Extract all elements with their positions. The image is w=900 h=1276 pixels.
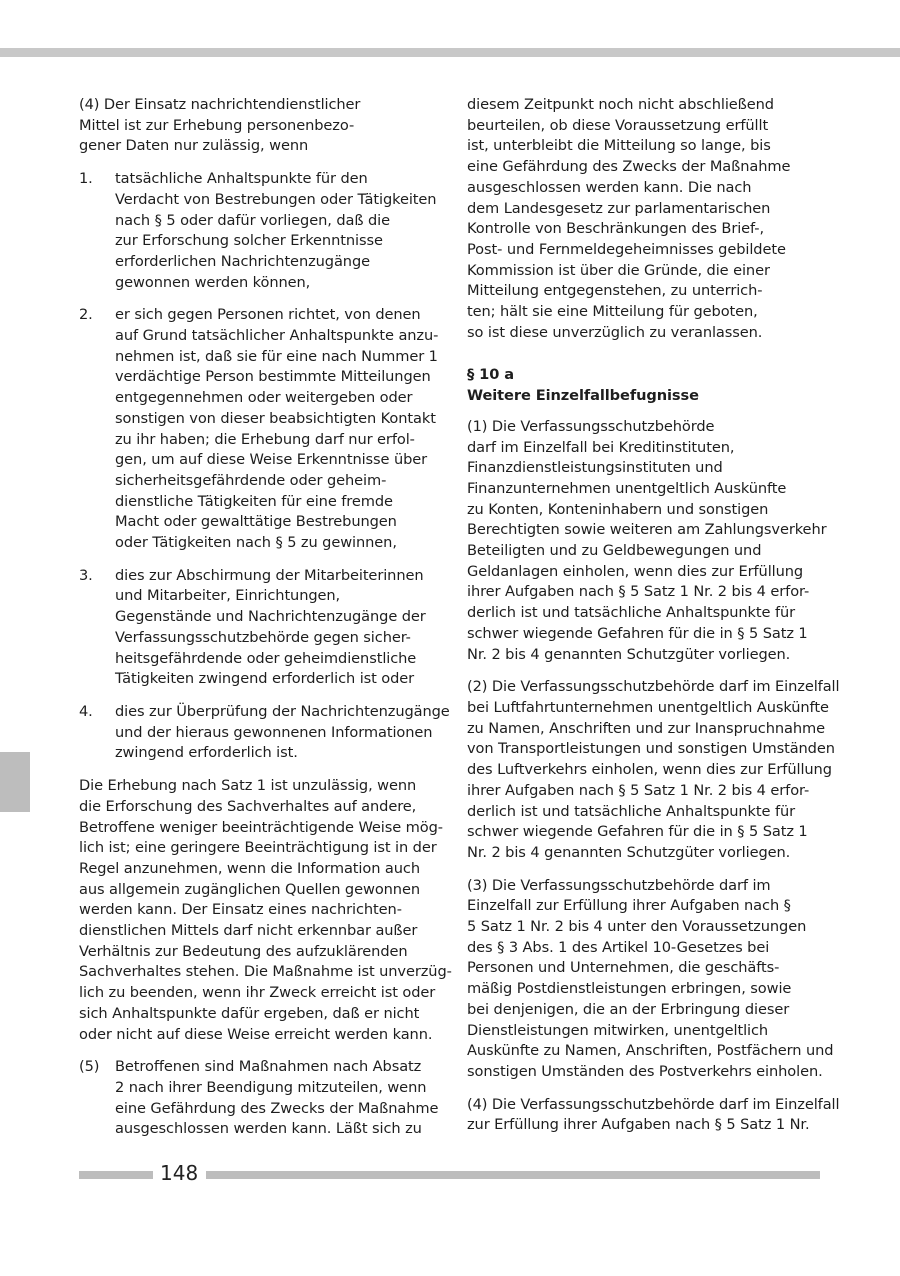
text-line: Die Erhebung nach Satz 1 ist unzulässig, wenn bbox=[79, 777, 417, 795]
text-line: werden kann. Der Einsatz eines nachrichten- bbox=[79, 901, 402, 919]
text-line: Macht oder gewalttätige Bestrebungen bbox=[115, 513, 397, 531]
text-line: (2) Die Verfassungsschutzbehörde darf im Einzelfall bbox=[467, 678, 840, 696]
text-line: sonstigen Umständen des Postverkehrs einholen. bbox=[467, 1062, 823, 1080]
text-line: zur Erforschung solcher Erkenntnisse bbox=[115, 232, 383, 250]
text-line: ihrer Aufgaben nach § 5 Satz 1 Nr. 2 bis 4 erfor- bbox=[467, 781, 810, 799]
text-line: gener Daten nur zulässig, wenn bbox=[79, 137, 309, 155]
page-number: 148 bbox=[160, 1161, 199, 1185]
text-line: heitsgefährdende oder geheimdienstliche bbox=[115, 649, 417, 667]
text-line: dies zur Überprüfung der Nachrichtenzugänge bbox=[115, 702, 450, 720]
text-line: Geldanlagen einholen, wenn dies zur Erfüllung bbox=[467, 562, 804, 580]
text-line: lich zu beenden, wenn ihr Zweck erreicht ist oder bbox=[79, 984, 436, 1002]
right-column bbox=[467, 95, 840, 1148]
text-line: Betroffenen sind Maßnahmen nach Absatz bbox=[115, 1058, 422, 1076]
text-line: eine Gefährdung des Zwecks der Maßnahme bbox=[467, 158, 791, 176]
section-heading bbox=[467, 365, 827, 406]
text-line: ausgeschlossen werden kann. Läßt sich zu bbox=[115, 1120, 422, 1138]
section-number: § 10 a bbox=[467, 366, 515, 384]
text-line: so ist diese unverzüglich zu veranlassen. bbox=[467, 323, 763, 341]
text-line: aus allgemein zugänglichen Quellen gewonnen bbox=[79, 880, 420, 898]
text-line: Verfassungsschutzbehörde gegen sicher- bbox=[115, 628, 411, 646]
text-line: (3) Die Verfassungsschutzbehörde darf im bbox=[467, 876, 771, 894]
text-line: 5 Satz 1 Nr. 2 bis 4 unter den Voraussetzungen bbox=[467, 918, 807, 936]
list-item-4 bbox=[79, 702, 450, 764]
text-line: mäßig Postdienstleistungen erbringen, sowie bbox=[467, 980, 792, 998]
text-line: ausgeschlossen werden kann. Die nach bbox=[467, 178, 752, 196]
list-item-2 bbox=[79, 305, 439, 553]
list-number: 4. bbox=[79, 702, 93, 720]
text-line: nehmen ist, daß sie für eine nach Nummer 1 bbox=[115, 347, 438, 365]
text-line: und der hieraus gewonnenen Informationen bbox=[115, 723, 433, 741]
paragraph-10a-3 bbox=[467, 876, 834, 1083]
text-line: tatsächliche Anhaltspunkte für den bbox=[115, 170, 368, 188]
text-line: gewonnen werden können, bbox=[115, 273, 311, 291]
text-line: eine Gefährdung des Zwecks der Maßnahme bbox=[115, 1099, 439, 1117]
text-line: er sich gegen Personen richtet, von denen bbox=[115, 306, 421, 324]
text-line: dienstliche Tätigkeiten für eine fremde bbox=[115, 492, 393, 510]
text-line: ihrer Aufgaben nach § 5 Satz 1 Nr. 2 bis 4 erfor- bbox=[467, 583, 810, 601]
text-line: zwingend erforderlich ist. bbox=[115, 744, 298, 762]
text-line: (4) Der Einsatz nachrichtendienstlicher bbox=[79, 96, 361, 113]
text-line: Post- und Fernmeldegeheimnisses gebildete bbox=[467, 240, 786, 258]
text-line: Personen und Unternehmen, die geschäfts- bbox=[467, 959, 780, 977]
list-item-3 bbox=[79, 566, 435, 690]
text-line: Auskünfte zu Namen, Anschriften, Postfächern und bbox=[467, 1042, 834, 1060]
text-line: 2 nach ihrer Beendigung mitzuteilen, wenn bbox=[115, 1078, 427, 1096]
text-line: die Erforschung des Sachverhaltes auf andere, bbox=[79, 797, 417, 815]
text-line: Sachverhaltes stehen. Die Maßnahme ist unverzüg- bbox=[79, 963, 452, 981]
text-line: Kommission ist über die Gründe, die einer bbox=[467, 261, 770, 279]
text-line: Verhältnis zur Bedeutung des aufzuklärenden bbox=[79, 942, 408, 960]
text-line: lich ist; eine geringere Beeinträchtigung ist in der bbox=[79, 839, 437, 857]
list-number: 1. bbox=[79, 170, 93, 188]
list-text bbox=[115, 702, 450, 764]
text-line: sicherheitsgefährdende oder geheim- bbox=[115, 471, 387, 489]
paragraph-continuation bbox=[467, 95, 827, 343]
text-line: derlich ist und tatsächliche Anhaltspunkte für bbox=[467, 604, 796, 622]
text-line: Beteiligten und zu Geldbewegungen und bbox=[467, 542, 762, 560]
text-line: erforderlichen Nachrichtenzugänge bbox=[115, 252, 370, 270]
text-line: Berechtigten sowie weiteren am Zahlungsverkehr bbox=[467, 521, 827, 539]
paragraph-10a-1 bbox=[467, 417, 827, 665]
text-line: ist, unterbleibt die Mitteilung so lange, bis bbox=[467, 137, 771, 155]
header-rule bbox=[0, 48, 900, 57]
paragraph-10a-2 bbox=[467, 677, 840, 863]
text-line: darf im Einzelfall bei Kreditinstituten, bbox=[467, 438, 735, 456]
left-column bbox=[79, 95, 452, 1152]
text-line: Dienstleistungen mitwirken, unentgeltlich bbox=[467, 1021, 769, 1039]
text-line: Nr. 2 bis 4 genannten Schutzgüter vorliegen. bbox=[467, 645, 791, 663]
list-number: (5) bbox=[79, 1058, 100, 1076]
text-line: Gegenstände und Nachrichtenzugänge der bbox=[115, 608, 426, 626]
text-line: Finanzunternehmen unentgeltlich Auskünfte bbox=[467, 479, 787, 497]
text-line: bei denjenigen, die an der Erbringung dieser bbox=[467, 1000, 790, 1018]
text-line: von Transportleistungen und sonstigen Umständen bbox=[467, 740, 835, 758]
text-line: Verdacht von Bestrebungen oder Tätigkeiten bbox=[115, 190, 437, 208]
text-line: dienstlichen Mittels darf nicht erkennbar außer bbox=[79, 922, 418, 940]
chapter-tab-marker bbox=[0, 752, 30, 812]
paragraph-10a-4 bbox=[467, 1095, 840, 1136]
text-line: beurteilen, ob diese Voraussetzung erfüllt bbox=[467, 116, 769, 134]
text-line: nach § 5 oder dafür vorliegen, daß die bbox=[115, 211, 390, 229]
text-line: diesem Zeitpunkt noch nicht abschließend bbox=[467, 96, 774, 113]
list-number: 3. bbox=[79, 566, 93, 584]
paragraph-4-intro bbox=[79, 95, 435, 157]
text-line: Tätigkeiten zwingend erforderlich ist oder bbox=[115, 670, 415, 688]
text-line: sonstigen von dieser beabsichtigten Kontakt bbox=[115, 409, 436, 427]
text-line: Finanzdienstleistungsinstituten und bbox=[467, 459, 723, 477]
text-line: auf Grund tatsächlicher Anhaltspunkte anzu- bbox=[115, 327, 439, 345]
text-line: oder nicht auf diese Weise erreicht werden kann. bbox=[79, 1025, 433, 1043]
text-line: Mittel ist zur Erhebung personenbezo- bbox=[79, 116, 355, 134]
text-line: des Luftverkehrs einholen, wenn dies zur Erfüllung bbox=[467, 761, 832, 779]
list-number: 2. bbox=[79, 306, 93, 324]
list-text bbox=[115, 305, 438, 553]
text-line: Regel anzunehmen, wenn die Information auch bbox=[79, 859, 420, 877]
text-line: Einzelfall zur Erfüllung ihrer Aufgaben nach § bbox=[467, 897, 791, 915]
text-line: und Mitarbeiter, Einrichtungen, bbox=[115, 587, 341, 605]
text-line: Kontrolle von Beschränkungen des Brief-, bbox=[467, 220, 764, 238]
paragraph-restriction bbox=[79, 776, 452, 1045]
text-line: (4) Die Verfassungsschutzbehörde darf im Einzelfall bbox=[467, 1095, 840, 1113]
text-line: zur Erfüllung ihrer Aufgaben nach § 5 Satz 1 Nr. bbox=[467, 1116, 810, 1134]
list-text bbox=[115, 1057, 438, 1140]
text-line: Mitteilung entgegenstehen, zu unterrich- bbox=[467, 282, 763, 300]
text-line: gen, um auf diese Weise Erkenntnisse über bbox=[115, 451, 428, 469]
text-line: zu Konten, Konteninhabern und sonstigen bbox=[467, 500, 769, 518]
section-title: Weitere Einzelfallbefugnisse bbox=[467, 387, 699, 405]
text-line: Nr. 2 bis 4 genannten Schutzgüter vorliegen. bbox=[467, 843, 791, 861]
text-line: (1) Die Verfassungsschutzbehörde bbox=[467, 417, 715, 435]
footer-rule-right bbox=[206, 1171, 820, 1179]
text-line: verdächtige Person bestimmte Mitteilungen bbox=[115, 368, 431, 386]
text-line: des § 3 Abs. 1 des Artikel 10-Gesetzes bei bbox=[467, 938, 770, 956]
list-text bbox=[115, 566, 426, 690]
text-line: dem Landesgesetz zur parlamentarischen bbox=[467, 199, 771, 217]
footer-rule-left bbox=[79, 1171, 153, 1179]
text-line: ten; hält sie eine Mitteilung für geboten, bbox=[467, 303, 758, 321]
text-line: zu ihr haben; die Erhebung darf nur erfol- bbox=[115, 430, 415, 448]
text-line: schwer wiegende Gefahren für die in § 5 Satz 1 bbox=[467, 624, 808, 642]
list-item-5 bbox=[79, 1057, 439, 1140]
list-text bbox=[115, 169, 436, 293]
text-line: oder Tätigkeiten nach § 5 zu gewinnen, bbox=[115, 534, 397, 552]
text-line: derlich ist und tatsächliche Anhaltspunkte für bbox=[467, 802, 796, 820]
text-line: zu Namen, Anschriften und zur Inanspruchnahme bbox=[467, 719, 825, 737]
list-item-1 bbox=[79, 169, 435, 293]
text-line: entgegennehmen oder weitergeben oder bbox=[115, 389, 413, 407]
text-line: schwer wiegende Gefahren für die in § 5 Satz 1 bbox=[467, 823, 808, 841]
text-line: Betroffene weniger beeinträchtigende Weise mög- bbox=[79, 818, 443, 836]
text-line: bei Luftfahrtunternehmen unentgeltlich Auskünfte bbox=[467, 698, 829, 716]
text-line: sich Anhaltspunkte dafür ergeben, daß er nicht bbox=[79, 1004, 420, 1022]
text-line: dies zur Abschirmung der Mitarbeiterinnen bbox=[115, 566, 424, 584]
